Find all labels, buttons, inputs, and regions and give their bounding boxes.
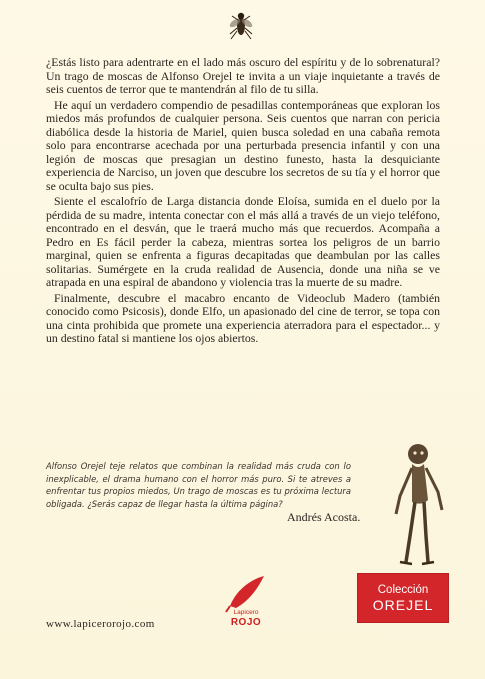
review-quote: Alfonso Orejel teje relatos que combinan la realidad más cruda con lo inexplicable, el drama humano con el horror más puro. Si te atreves a enfrentar tus propios miedos, Un trago de moscas es tu próxima lectura obligada. ¿Serás capaz de llegar hasta la última página? [46,461,351,509]
collection-label: Colección [377,583,429,596]
blurb-paragraph-1: ¿Estás listo para adentrarte en el lado más oscuro del espíritu y de lo sobrenatural? Un trago de moscas de Alfonso Orejel te invita a un viaje inquietante a través de seis cuentos de terror que te mantendrán al filo de tu silla. [46,55,440,96]
blurb-paragraph-4: Finalmente, descubre el macabro encanto de Videoclub Madero (también conocido como Psicosis), donde Elfo, un apasionado del cine de terror, se topa con una cinta prohibida que promete una experiencia aterradora para el espectador... y un destino fatal si mantiene los ojos abiertos. [46,290,440,345]
blurb-text [46,56,440,348]
publisher-name: Lapicero [233,609,259,616]
collection-badge [357,573,449,623]
quote-author: Andrés Acosta. [287,510,361,524]
website-link[interactable]: www.lapicerorojo.com [46,618,155,630]
blurb-paragraph-3: Siente el escalofrío de Larga distancia donde Eloísa, sumida en el duelo por la pérdida de su madre, intenta conectar con el más allá a través de un viejo teléfono, encontrado en el desván, que le traerá mucho más que recuerdos. Acompaña a Pedro en Es fácil perder la cabeza, mientras sortea los peligros de un barrio marginal, quien se enfrenta a figuras decapitadas que deambulan por las calles solitarias. Sumérgete en la cruda realidad de Ausencia, donde una niña se ve atrapada en una espiral de abandono y violencia tras la muerte de su madre. [46,194,440,289]
publisher-brand: ROJO [230,617,262,628]
fly-icon [226,6,256,46]
collection-name: OREJEL [372,596,434,613]
ghoul-figure-icon [382,440,452,570]
blurb-paragraph-2: He aquí un verdadero compendio de pesadillas contemporáneas que exploran los miedos más profundos de cualquier persona. Seis cuentos que narran con pericia diabólica desde la historia de Mariel, quien busca soledad en una cabaña remota solo para encontrarse acechada por una perturbada presencia infantil y con una legión de moscas que presagian un destino funesto, hasta la desquiciante experiencia de Narciso, un joven que descubre los secretos de su tía y el horror que se oculta bajo sus pies. [46,97,440,193]
